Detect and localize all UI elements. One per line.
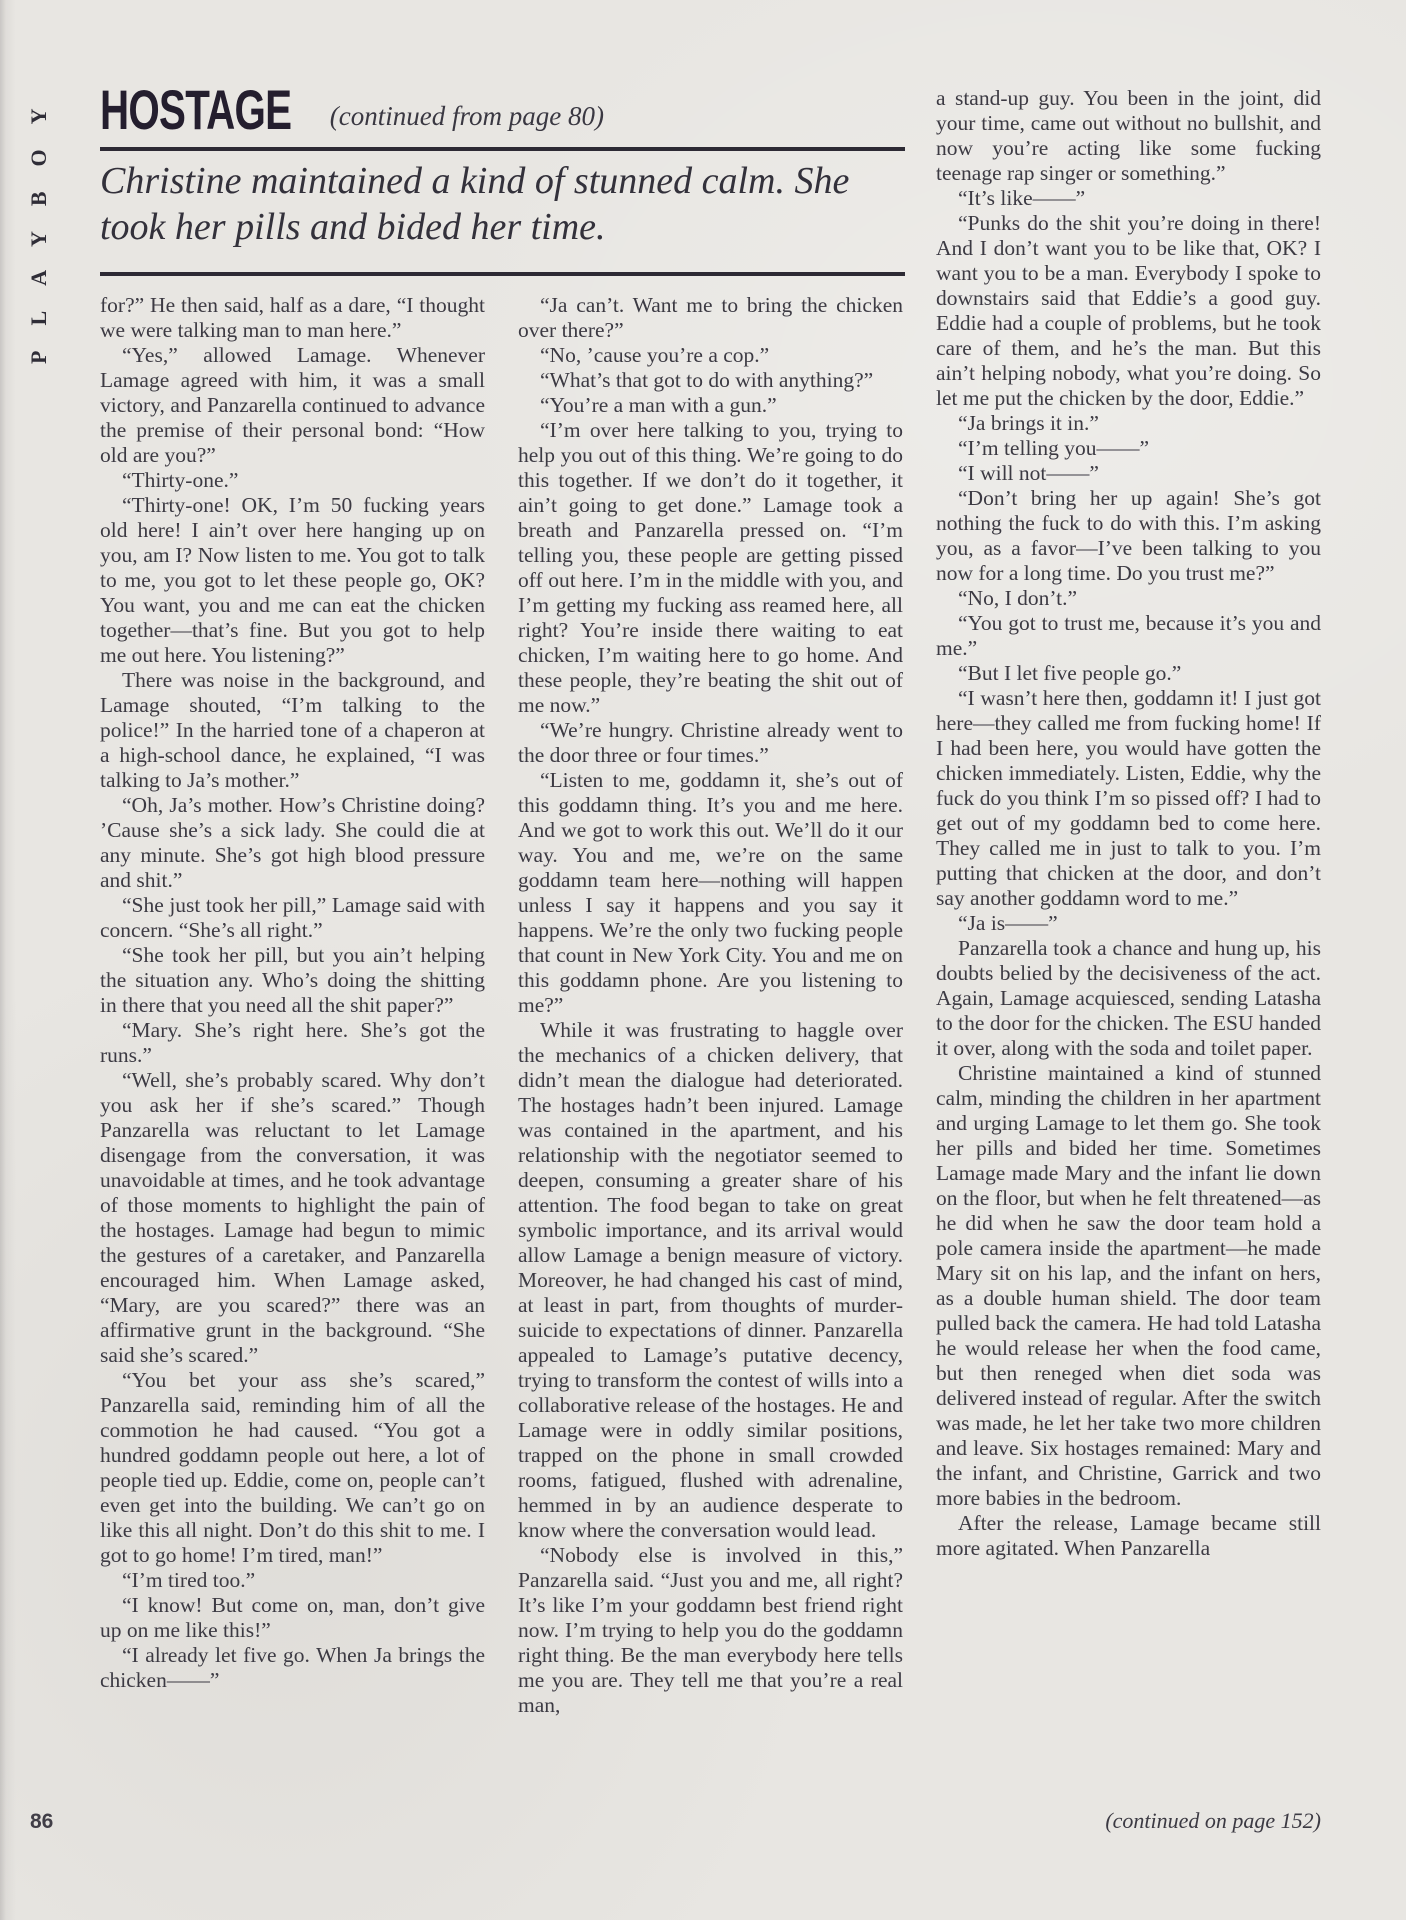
paragraph: “But I let five people go.”: [958, 661, 1182, 685]
paragraph: “Nobody else is involved in this,” Panzarella said. “Just you and me, all right? It’s like I’m your goddamn best friend right now. I’m trying to help you do the goddamn right thing. Be the man everybody here tells me you are. They tell me that you’re a real man,: [518, 1543, 903, 1717]
pull-quote-line-1: Christine maintained a kind of stunned calm. She: [100, 160, 850, 202]
article-column-3: [936, 86, 1321, 1810]
paragraph: “Ja can’t. Want me to bring the chicken over there?”: [518, 293, 903, 342]
page-number: 86: [30, 1810, 54, 1833]
continued-from-note: (continued from page 80): [329, 101, 604, 131]
paragraph: “No, ’cause you’re a cop.”: [540, 343, 770, 367]
paragraph: “You bet your ass she’s scared,” Panzarella said, reminding him of all the commotion he had caused. “You got a hundred goddamn people out here, a lot of people tied up. Eddie, come on, people can’t even get into the building. We can’t go on like this all night. Don’t do this shit to me. I got to go home! I’m tired, man!”: [100, 1368, 485, 1567]
paragraph: “Well, she’s probably scared. Why don’t you ask her if she’s scared.” Though Panzarella was reluctant to let Lamage disengage from the conversation, it was unavoidable at times, and he took advantage of those moments to highlight the pain of the hostages. Lamage had begun to mimic the gestures of a caretaker, and Panzarella encouraged him. When Lamage asked, “Mary, are you scared?” there was an affirmative grunt in the background. “She said she’s scared.”: [100, 1068, 485, 1367]
paragraph: There was noise in the background, and Lamage shouted, “I’m talking to the police!” In the harried tone of a chaperon at a high-school dance, he explained, “I was talking to Ja’s mother.”: [100, 668, 485, 792]
page-title: HOSTAGE: [100, 78, 292, 141]
paragraph: “I’m telling you——”: [958, 436, 1150, 460]
paragraph: “No, I don’t.”: [958, 586, 1078, 610]
paragraph: While it was frustrating to haggle over the mechanics of a chicken delivery, that didn’t mean the dialogue had deteriorated. The hostages hadn’t been injured. Lamage was contained in the apartment, and his relationship with the negotiator seemed to deepen, consuming a greater share of his attention. The food began to take on great symbolic importance, and its arrival would allow Lamage a benign measure of victory. Moreover, he had changed his cast of mind, at least in part, from thoughts of murder-suicide to expectations of dinner. Panzarella appealed to Lamage’s putative decency, trying to transform the contest of wills into a collaborative release of the hostages. He and Lamage were in oddly similar positions, trapped on the phone in small crowded rooms, fatigued, flushed with adrenaline, hemmed in by an audience desperate to know where the conversation would lead.: [518, 1018, 903, 1542]
article-header: [100, 78, 905, 141]
paragraph: “You got to trust me, because it’s you and me.”: [936, 611, 1321, 660]
paragraph: “Listen to me, goddamn it, she’s out of this goddamn thing. It’s you and me here. And we got to work this out. We’ll do it our way. You and me, we’re on the same goddamn team here—nothing will happen unless I say it happens and you say it happens. We’re the only two fucking people that count in New York City. You and me on this goddamn phone. Are you listening to me?”: [518, 768, 903, 1017]
paragraph: “She just took her pill,” Lamage said with concern. “She’s all right.”: [100, 893, 485, 942]
paragraph: “You’re a man with a gun.”: [540, 393, 777, 417]
article-column-2: [518, 293, 903, 1841]
article-column-1: [100, 293, 485, 1841]
paragraph: “Thirty-one.”: [122, 468, 239, 492]
paragraph: “She took her pill, but you ain’t helping the situation any. Who’s doing the shitting in there that you need all the shit paper?”: [100, 943, 485, 1017]
paragraph: “Ja is——”: [958, 911, 1058, 935]
paragraph: “Don’t bring her up again! She’s got nothing the fuck to do with this. I’m asking you, as a favor—I’ve been talking to you now for a long time. Do you trust me?”: [936, 486, 1321, 585]
pull-quote: [100, 158, 905, 250]
paragraph: Christine maintained a kind of stunned calm, minding the children in her apartment and urging Lamage to let them go. She took her pills and bided her time. Sometimes Lamage made Mary and the infant lie down on the floor, but when he felt threatened—as he did when he saw the door team hold a pole camera inside the apartment—he made Mary sit on his lap, and the infant on hers, as a double human shield. The door team pulled back the camera. He had told Latasha he would release her when the food came, but then reneged when diet soda was delivered instead of regular. After the switch was made, he let her take two more children and leave. Six hostages remained: Mary and the infant, and Christine, Garrick and two more babies in the bedroom.: [936, 1061, 1321, 1510]
pull-quote-line-2: took her pills and bided her time.: [100, 206, 606, 248]
paragraph: “I already let five go. When Ja brings the chicken——”: [100, 1643, 485, 1692]
paragraph: “Ja brings it in.”: [958, 411, 1099, 435]
continued-on-note: (continued on page 152): [1105, 1808, 1321, 1833]
paragraph: “I know! But come on, man, don’t give up on me like this!”: [100, 1593, 485, 1642]
paragraph: “Mary. She’s right here. She’s got the runs.”: [100, 1018, 485, 1067]
paragraph: “It’s like——”: [958, 186, 1086, 210]
playboy-spine-text: PLAYBOY: [26, 83, 51, 364]
paragraph: “I’m over here talking to you, trying to help you out of this thing. We’re going to do this together. If we don’t do it together, it ain’t going to get done.” Lamage took a breath and Panzarella pressed on. “I’m telling you, these people are getting pissed off out here. I’m in the middle with you, and I’m getting my fucking ass reamed here, all right? You’re inside there waiting to eat chicken, I’m waiting here to go home. And these people, they’re beating the shit out of me now.”: [518, 418, 903, 717]
paragraph: “Yes,” allowed Lamage. Whenever Lamage agreed with him, it was a small victory, and Panzarella continued to advance the premise of their personal bond: “How old are you?”: [100, 343, 485, 467]
paragraph: After the release, Lamage became still more agitated. When Panzarella: [936, 1511, 1321, 1560]
paragraph: “Thirty-one! OK, I’m 50 fucking years old here! I ain’t over here hanging up on you, am I? Now listen to me. You got to talk to me, you got to let these people go, OK? You want, you and me can eat the chicken together—that’s fine. But you got to help me out here. You listening?”: [100, 493, 485, 667]
divider-rule-bottom: [100, 272, 905, 276]
paragraph: “I’m tired too.”: [122, 1568, 256, 1592]
divider-rule-top: [100, 147, 905, 151]
paragraph: “Punks do the shit you’re doing in there! And I don’t want you to be like that, OK? I want you to be a man. Everybody I spoke to downstairs said that Eddie’s a good guy. Eddie had a couple of problems, but he took care of them, and he’s the man. But this ain’t helping nobody, what you’re doing. So let me put the chicken by the door, Eddie.”: [936, 211, 1321, 410]
paragraph: “We’re hungry. Christine already went to the door three or four times.”: [518, 718, 903, 767]
paragraph: “I will not——”: [958, 461, 1099, 485]
paragraph: a stand-up guy. You been in the joint, did your time, came out without no bullshit, and now you’re acting like some fucking teenage rap singer or something.”: [936, 86, 1321, 185]
paragraph: “What’s that got to do with anything?”: [540, 368, 874, 392]
paragraph: for?” He then said, half as a dare, “I thought we were talking man to man here.”: [100, 293, 485, 342]
paragraph: “Oh, Ja’s mother. How’s Christine doing? ’Cause she’s a sick lady. She could die at any minute. She’s got high blood pressure and shit.”: [100, 793, 485, 892]
paragraph: Panzarella took a chance and hung up, his doubts belied by the decisiveness of the act. Again, Lamage acquiesced, sending Latasha to the door for the chicken. The ESU handed it over, along with the soda and toilet paper.: [936, 936, 1321, 1060]
paragraph: “I wasn’t here then, goddamn it! I just got here—they called me from fucking home! If I had been here, you would have gotten the chicken immediately. Listen, Eddie, why the fuck do you think I’m so pissed off? I had to get out of my goddamn bed to come here. They called me in just to talk to you. I’m putting that chicken at the door, and don’t say another goddamn word to me.”: [936, 686, 1321, 910]
